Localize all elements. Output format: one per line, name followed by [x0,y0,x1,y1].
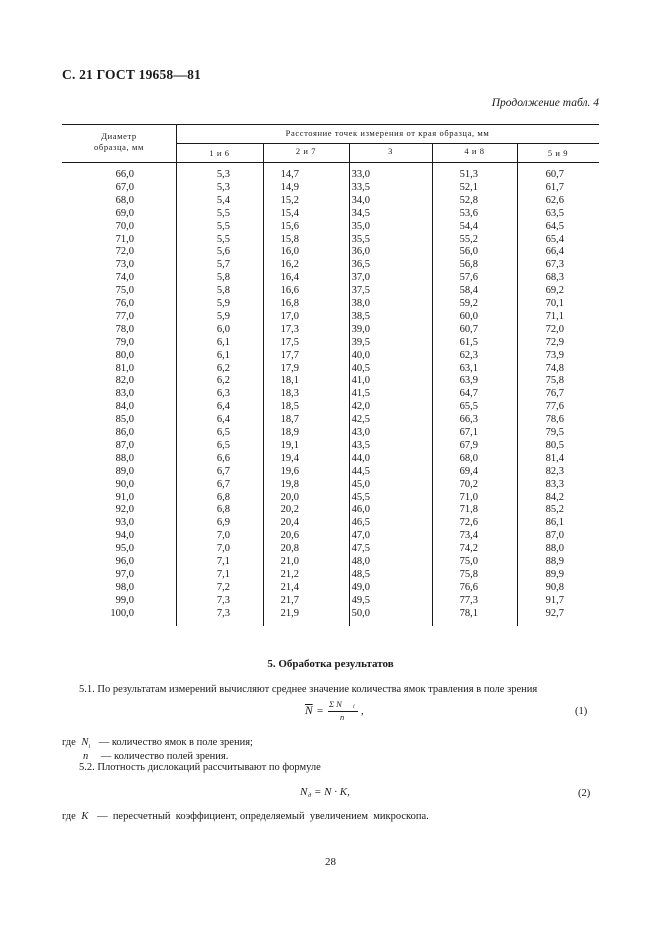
distance-cell: 38,0 [351,298,370,309]
distance-cell: 19,8 [280,478,299,490]
distance-cell: 40,0 [351,349,370,361]
distance-cell: 15,4 [280,207,299,219]
distance-cell: 7,0 [216,543,230,555]
distance-cell: 84,2 [545,491,564,503]
where-line-3-prefix: где [62,811,76,822]
distance-cell: 44,0 [351,452,370,464]
distance-cell: 6,2 [216,375,230,387]
distance-cell: 40,5 [351,362,370,374]
distance-cell: 62,6 [545,194,564,206]
distance-cell: 19,4 [280,452,299,464]
distance-cell: 33,5 [351,181,370,193]
paragraph-5-1: 5.1. По результатам измерений вычисляют среднее значение количества ямок травления в поле зрения [79,684,538,695]
distance-cell: 21,9 [280,607,299,619]
distance-cell: 41,0 [351,375,370,387]
distance-cell: 17,5 [280,336,299,348]
distance-cell: 6,7 [216,465,230,477]
distance-cell: 21,7 [280,594,299,606]
diameter-cell: 96,0 [115,556,134,567]
diameter-cell: 88,0 [115,452,134,464]
distance-cell: 56,8 [459,259,478,271]
distance-cell: 74,8 [545,362,564,374]
distance-cell: 73,9 [545,349,564,361]
distance-cell: 76,7 [545,388,564,400]
distance-cell: 7,1 [216,556,230,567]
distance-cell: 64,7 [459,388,478,400]
distance-cell: 16,2 [280,259,299,271]
distance-cell: 18,1 [280,375,299,387]
distance-cell: 92,7 [545,607,564,619]
where-line-2 [83,751,228,762]
distance-cell: 36,5 [351,259,370,271]
distance-cell: 86,1 [545,517,564,529]
distance-cell: 35,5 [351,233,370,245]
distance-cell: 66,4 [545,246,564,258]
subheader-col1: 1 и 6 [209,148,230,158]
distance-cell: 77,3 [459,594,478,606]
distance-cell: 15,2 [280,194,299,206]
formula-1 [300,700,380,728]
diameter-cell: 73,0 [115,259,134,271]
distance-cell: 67,1 [459,427,478,438]
distance-cell: 72,9 [545,336,564,348]
diameter-header-line2: образца, мм [94,142,144,152]
distance-cell: 17,7 [280,349,299,361]
formula-1-equals: = [317,705,324,717]
distance-cell: 49,0 [351,581,370,593]
distance-cell: 47,0 [351,530,370,542]
distance-cell: 70,1 [545,298,564,309]
where-line-3 [62,811,429,822]
distance-cell: 5,5 [216,233,230,245]
distance-cell: 6,0 [216,323,230,335]
distance-cell: 65,5 [459,401,478,413]
distance-cell: 5,3 [216,169,230,180]
distance-cell: 81,4 [545,452,564,464]
distance-cell: 55,2 [459,233,478,245]
section-heading: 5. Обработка результатов [267,658,394,670]
distance-cell: 49,5 [351,594,370,606]
diameter-cell: 78,0 [115,323,134,335]
distance-cell: 7,3 [216,607,230,619]
distance-cell: 43,0 [351,427,370,438]
distance-cell: 80,5 [545,439,564,451]
distance-cell: 61,5 [459,336,478,348]
distance-cell: 72,6 [459,517,478,529]
where-line-3-symbol: K [81,811,89,822]
distance-cell: 75,0 [459,556,478,567]
distance-cell: 6,1 [216,349,230,361]
distance-cell: 20,4 [280,517,299,529]
distance-cell: 43,5 [351,439,370,451]
where-line-2-text: — количество полей зрения. [100,751,229,762]
distance-cell: 63,5 [545,207,564,219]
distance-cell: 50,0 [351,607,370,619]
distance-cell: 6,6 [216,452,230,464]
distance-cell: 67,9 [459,439,478,451]
distance-cell: 60,7 [545,169,564,180]
diameter-cell: 69,0 [115,207,134,219]
distance-cell: 21,0 [280,556,299,567]
distance-cell: 56,0 [459,246,478,258]
distance-cell: 34,5 [351,207,370,219]
distance-cell: 6,8 [216,504,230,516]
diameter-cell: 76,0 [115,298,134,309]
distance-cell: 88,0 [545,543,564,555]
distance-cell: 5,3 [216,181,230,193]
diameter-cell: 70,0 [115,220,134,232]
distance-cell: 18,3 [280,388,299,400]
distance-cell: 15,6 [280,220,299,232]
distance-cell: 17,3 [280,323,299,335]
distance-cell: 53,6 [459,207,478,219]
distance-cell: 6,4 [216,401,230,413]
distance-cell: 6,4 [216,414,230,426]
distance-cell: 6,5 [216,439,230,451]
distance-cell: 18,9 [280,427,299,438]
distance-cell: 16,4 [280,272,299,284]
where-line-3-text: — пересчетный коэффициент, определяемый увеличением микроскопа. [97,811,429,822]
diameter-cell: 92,0 [115,504,134,516]
distance-cell: 71,0 [459,491,478,503]
distance-cell: 78,6 [545,414,564,426]
distance-cell: 20,6 [280,530,299,542]
col-divider-1 [176,124,177,626]
where-line-1 [62,737,253,750]
distance-cell: 76,6 [459,581,478,593]
distance-cell: 6,1 [216,336,230,348]
distance-cell: 69,4 [459,465,478,477]
diameter-header [62,131,176,153]
distance-cell: 46,0 [351,504,370,516]
distance-cell: 20,2 [280,504,299,516]
distance-cell: 60,7 [459,323,478,335]
diameter-cell: 74,0 [115,272,134,284]
distance-cell: 79,5 [545,427,564,438]
distance-cell: 5,9 [216,310,230,322]
formula-1-numerator: Σ N [329,699,342,709]
diameter-cell: 95,0 [115,543,134,555]
distance-cell: 44,5 [351,465,370,477]
distance-cell: 5,4 [216,194,230,206]
distance-cell: 17,0 [280,310,299,322]
diameter-cell: 83,0 [115,388,134,400]
diameter-cell: 86,0 [115,427,134,438]
distance-cell: 45,5 [351,491,370,503]
distance-cell: 20,8 [280,543,299,555]
distance-cell: 6,3 [216,388,230,400]
diameter-cell: 82,0 [115,375,134,387]
diameter-cell: 90,0 [115,478,134,490]
distance-cell: 67,3 [545,259,564,271]
formula-1-comma: , [361,705,364,717]
distance-cell: 38,5 [351,310,370,322]
distance-cell: 18,5 [280,401,299,413]
diameter-cell: 79,0 [115,336,134,348]
where-line-1-symbol: N [81,737,89,748]
distance-cell: 68,3 [545,272,564,284]
distance-cell: 7,1 [216,568,230,580]
group-header-rule [176,143,599,144]
distance-cell: 42,0 [351,401,370,413]
distance-cell: 87,0 [545,530,564,542]
distance-cell: 46,5 [351,517,370,529]
distance-cell: 6,8 [216,491,230,503]
formula-1-denominator: n [340,712,345,722]
formula-1-numerator-sub: i [353,704,355,710]
distance-cell: 52,1 [459,181,478,193]
diameter-cell: 93,0 [115,517,134,529]
distance-cell: 5,5 [216,220,230,232]
diameter-cell: 80,0 [115,349,134,361]
diameter-cell: 98,0 [115,581,134,593]
formula-2 [300,786,370,802]
distance-cell: 89,9 [545,568,564,580]
distance-cell: 63,1 [459,362,478,374]
diameter-cell: 71,0 [115,233,134,245]
distance-cell: 14,7 [280,169,299,180]
distance-cell: 60,0 [459,310,478,322]
distance-cell: 16,8 [280,298,299,309]
distance-cell: 41,5 [351,388,370,400]
formula-2-rhs: = N · K, [314,786,350,798]
distance-cell: 47,5 [351,543,370,555]
distance-cell: 15,8 [280,233,299,245]
distance-cell: 17,9 [280,362,299,374]
distance-cell: 48,0 [351,556,370,567]
distance-cell: 62,3 [459,349,478,361]
distance-cell: 78,1 [459,607,478,619]
table-top-rule [62,124,599,125]
distance-cell: 39,5 [351,336,370,348]
diameter-cell: 67,0 [115,181,134,193]
distance-cell: 88,9 [545,556,564,567]
distance-cell: 36,0 [351,246,370,258]
distance-cell: 39,0 [351,323,370,335]
distance-cell: 75,8 [545,375,564,387]
distance-cell: 5,5 [216,207,230,219]
subheader-col2: 2 и 7 [295,146,317,156]
distance-cell: 5,6 [216,246,230,258]
diameter-cell: 89,0 [115,465,134,477]
distance-cell: 33,0 [351,169,370,180]
subheader-col5: 5 и 9 [547,148,569,158]
distance-cell: 5,7 [216,259,230,271]
distance-cell: 6,5 [216,427,230,438]
distance-cell: 7,0 [216,530,230,542]
diameter-cell: 84,0 [115,401,134,413]
diameter-cell: 77,0 [115,310,134,322]
diameter-cell: 94,0 [115,530,134,542]
distance-cell: 37,0 [351,272,370,284]
distance-cell: 37,5 [351,285,370,297]
distance-cell: 19,1 [280,439,299,451]
distance-cell: 7,3 [216,594,230,606]
table-header-bottom-rule [62,162,599,163]
distance-cell: 68,0 [459,452,478,464]
formula-2-lhs-sub: д [308,792,312,799]
diameter-cell: 81,0 [115,362,134,374]
distance-cell: 54,4 [459,220,478,232]
diameter-cell: 100,0 [110,607,134,619]
distance-cell: 83,3 [545,478,564,490]
distance-cell: 85,2 [545,504,564,516]
paragraph-5-2: 5.2. Плотность дислокаций рассчитывают по формуле [79,762,321,773]
distance-cell: 35,0 [351,220,370,232]
distance-cell: 16,0 [280,246,299,258]
diameter-cell: 97,0 [115,568,134,580]
distance-cell: 57,6 [459,272,478,284]
distance-cell: 18,7 [280,414,299,426]
formula-1-lhs: $\overline{N}$ [305,705,313,717]
distance-cell: 5,8 [216,285,230,297]
page-number: 28 [325,856,336,868]
distance-cell: 82,3 [545,465,564,477]
distance-cell: 71,8 [459,504,478,516]
distance-cell: 72,0 [545,323,564,335]
distance-cell: 19,6 [280,465,299,477]
distance-cell: 6,7 [216,478,230,490]
distance-cell: 5,9 [216,298,230,309]
diameter-cell: 66,0 [115,169,134,180]
distance-cell: 69,2 [545,285,564,297]
diameter-cell: 75,0 [115,285,134,297]
diameter-cell: 72,0 [115,246,134,258]
distance-cell: 21,2 [280,568,299,580]
distance-cell: 34,0 [351,194,370,206]
distance-cell: 66,3 [459,414,478,426]
distance-cell: 20,0 [280,491,299,503]
distance-cell: 65,4 [545,233,564,245]
distance-cell: 6,9 [216,517,230,529]
distance-cell: 59,2 [459,298,478,309]
distance-cell: 61,7 [545,181,564,193]
diameter-cell: 68,0 [115,194,134,206]
distance-cell: 42,5 [351,414,370,426]
distance-cell: 48,5 [351,568,370,580]
where-line-2-symbol: n [83,751,89,762]
table-continuation-label: Продолжение табл. 4 [491,97,599,109]
distance-cell: 6,2 [216,362,230,374]
distance-cell: 64,5 [545,220,564,232]
distance-cell: 91,7 [545,594,564,606]
equation-number-1: (1) [575,706,588,717]
distance-group-header: Расстояние точек измерения от края образца, мм [285,128,490,138]
formula-2-lhs: N [300,786,308,798]
subheader-col3: 3 [388,146,393,156]
distance-cell: 63,9 [459,375,478,387]
distance-cell: 77,6 [545,401,564,413]
distance-cell: 7,2 [216,581,230,593]
distance-cell: 14,9 [280,181,299,193]
distance-cell: 21,4 [280,581,299,593]
distance-cell: 73,4 [459,530,478,542]
diameter-header-line1: Диаметр [101,131,137,141]
col-divider-4 [432,143,433,626]
distance-cell: 74,2 [459,543,478,555]
equation-number-2: (2) [578,788,591,799]
col-divider-5 [517,143,518,626]
where-line-1-text: — количество ямок в поле зрения; [98,737,253,748]
document-header: С. 21 ГОСТ 19658—81 [62,67,201,82]
diameter-cell: 85,0 [115,414,134,426]
where-line-1-prefix: где [62,737,76,748]
distance-cell: 45,0 [351,478,370,490]
diameter-cell: 99,0 [115,594,134,606]
distance-cell: 16,6 [280,285,299,297]
distance-cell: 90,8 [545,581,564,593]
distance-cell: 75,8 [459,568,478,580]
diameter-cell: 91,0 [115,491,134,503]
subheader-col4: 4 и 8 [464,146,485,156]
distance-cell: 71,1 [545,310,564,322]
diameter-cell: 87,0 [115,439,134,451]
distance-cell: 52,8 [459,194,478,206]
distance-cell: 70,2 [459,478,478,490]
distance-cell: 51,3 [459,169,478,180]
where-line-1-symbol-sub: i [88,744,91,751]
distance-cell: 5,8 [216,272,230,284]
distance-cell: 58,4 [459,285,478,297]
